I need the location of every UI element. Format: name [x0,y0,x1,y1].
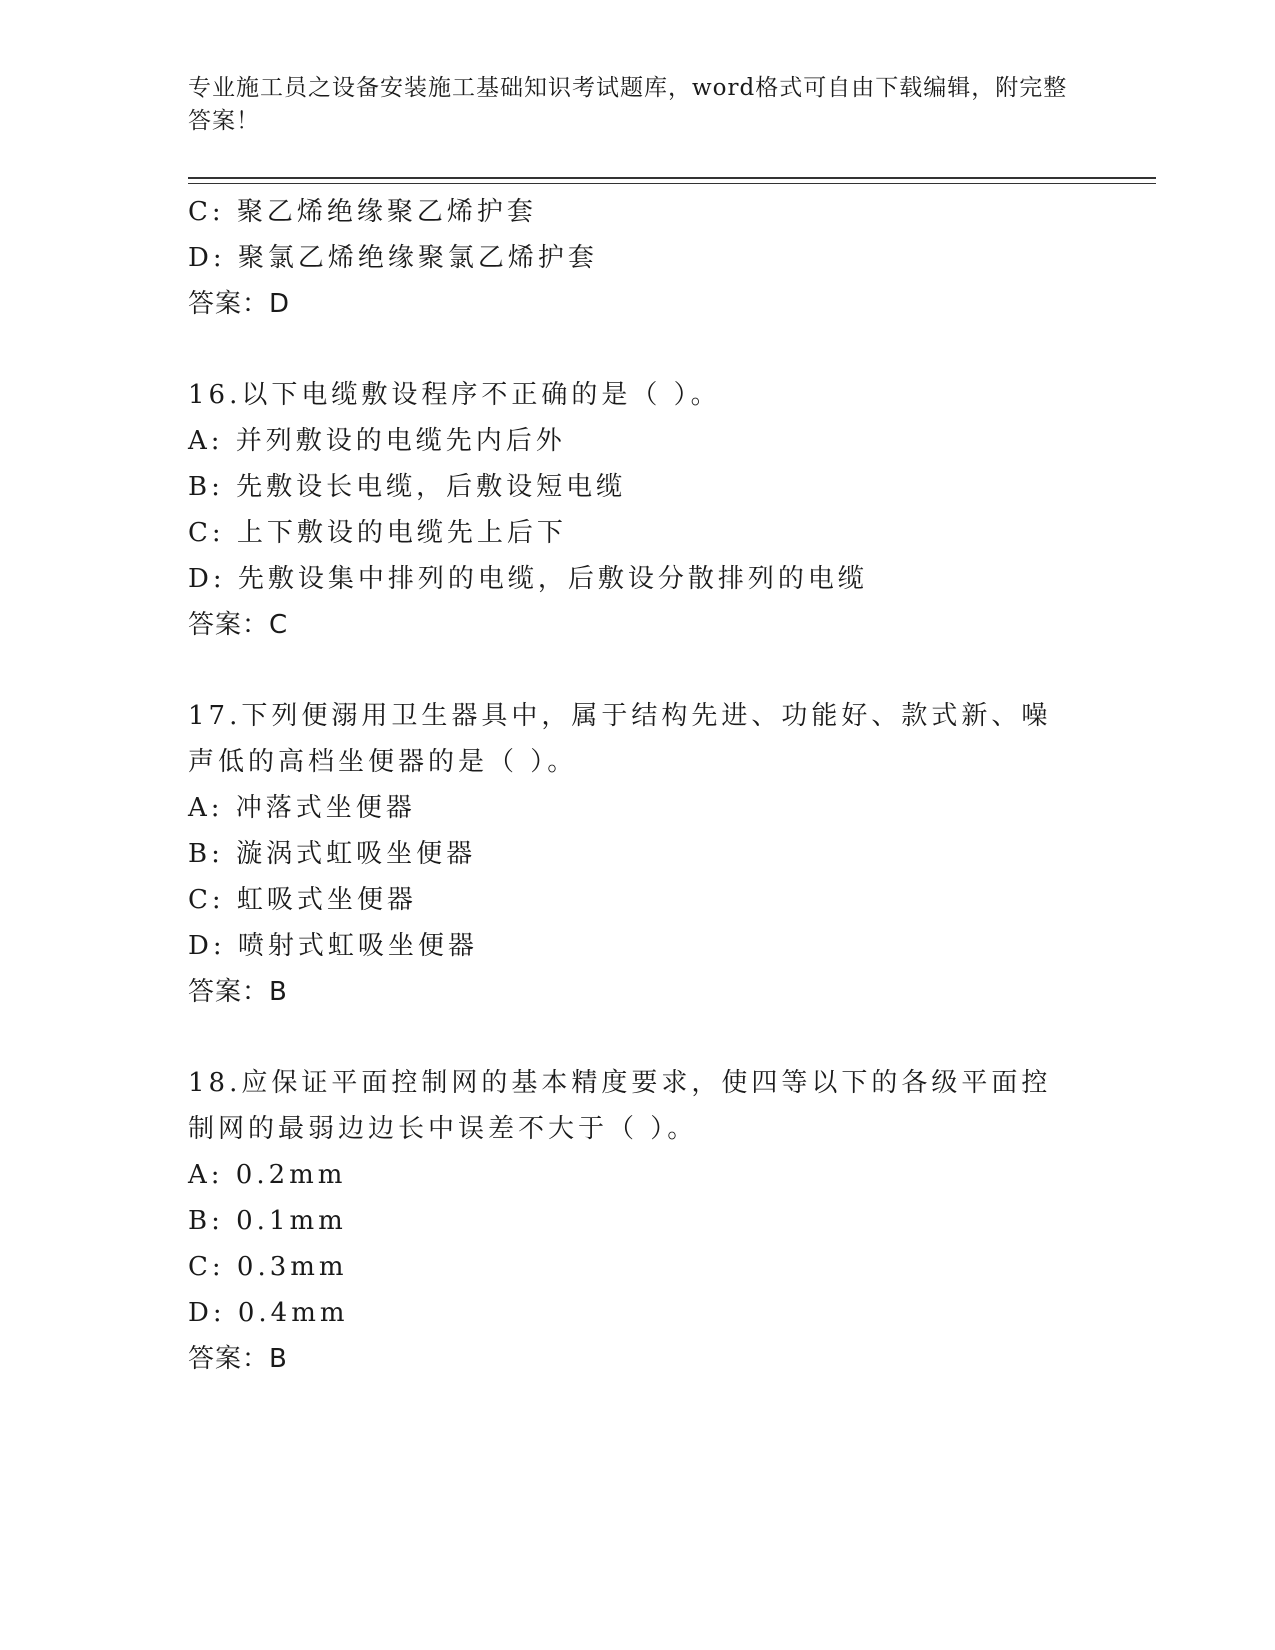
answer: 答案：D [188,289,291,319]
option-a: A: 0.2mm [188,1160,347,1190]
question-18 [188,1060,1088,1382]
option-d: D: 先敷设集中排列的电缆，后敷设分散排列的电缆 [188,564,868,594]
option-c: C: 聚乙烯绝缘聚乙烯护套 [188,197,537,227]
option-d: D: 喷射式虹吸坐便器 [188,931,478,961]
option-b: B: 漩涡式虹吸坐便器 [188,839,477,869]
question-16 [188,372,1088,648]
question-17 [188,693,1088,1015]
option-b: B: 先敷设长电缆，后敷设短电缆 [188,472,627,502]
answer: 答案：C [188,610,289,640]
answer: 答案：B [188,1344,288,1374]
header-divider-thick [188,177,1156,179]
option-c: C: 上下敷设的电缆先上后下 [188,518,567,548]
question-stem: 18.应保证平面控制网的基本精度要求，使四等以下的各级平面控制网的最弱边边长中误差不大于（ ）。 [188,1068,1052,1144]
question-stem: 16.以下电缆敷设程序不正确的是（ ）。 [188,380,721,410]
answer: 答案：B [188,977,288,1007]
option-a: A: 并列敷设的电缆先内后外 [188,426,566,456]
document-header: 专业施工员之设备安装施工基础知识考试题库，word格式可自由下载编辑，附完整答案！ [188,75,1068,134]
question-stem: 17.下列便溺用卫生器具中，属于结构先进、功能好、款式新、噪声低的高档坐便器的是（ ）。 [188,701,1052,777]
option-c: C: 0.3mm [188,1252,348,1282]
partial-question [188,189,1088,327]
option-d: D: 0.4mm [188,1298,349,1328]
option-a: A: 冲落式坐便器 [188,793,416,823]
header-divider-thin [188,183,1156,184]
option-c: C: 虹吸式坐便器 [188,885,417,915]
option-d: D: 聚氯乙烯绝缘聚氯乙烯护套 [188,243,598,273]
question-list [188,189,1088,1382]
option-b: B: 0.1mm [188,1206,347,1236]
